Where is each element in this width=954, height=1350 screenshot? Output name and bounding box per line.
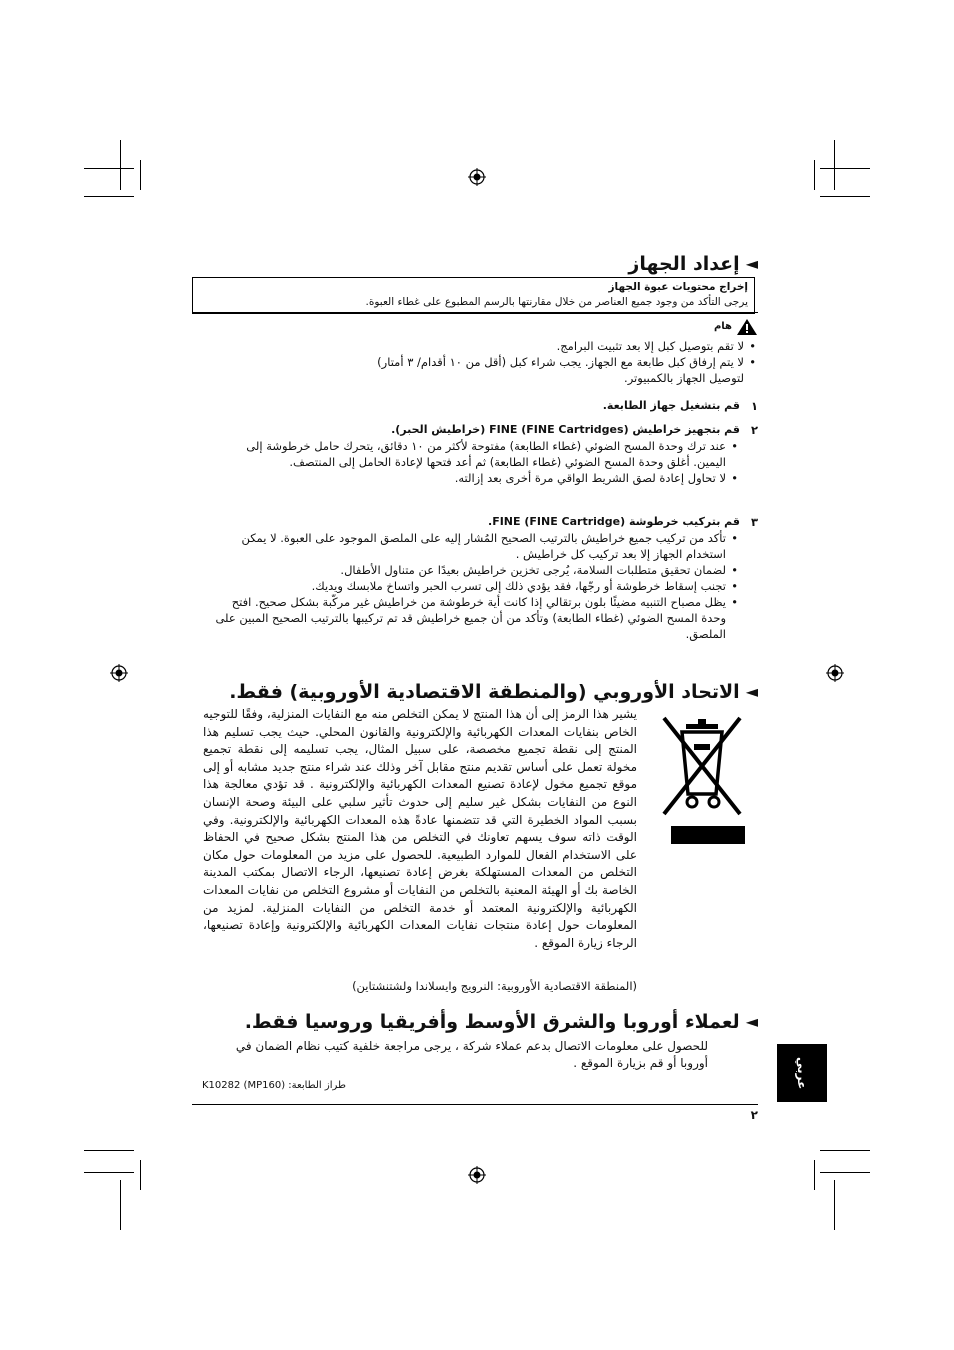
registration-mark-icon bbox=[826, 664, 844, 682]
crop-mark bbox=[820, 1172, 870, 1173]
step-item: • عند ترك وحدة المسح الضوئي (غطاء الطابعة) مفتوحة لأكثر من ١٠ دقائق، يتحرك حامل خرطوشة إلى اليمين. أغلق وحدة المسح الضوئي (غطاء الطابعة) ثم أعد فتحها لإعادة الحامل إلى المنتصف. bbox=[216, 438, 726, 470]
eu-heading: ◄ الاتحاد الأوروبي (والمنطقة الاقتصادية الأوروبية) فقط. bbox=[229, 681, 758, 703]
registration-mark-icon bbox=[110, 664, 128, 682]
step-item: • تأكد من تركيب جميع خراطيش بالترتيب الصحيح المُشار إليه على الملصق الموجود على العبوة. لا يمكن استخدام الجهاز إلا بعد تركيب كل خراطيش . bbox=[214, 530, 726, 562]
divider bbox=[192, 312, 758, 313]
step-title: قم بتشغيل جهاز الطابعة. bbox=[602, 399, 740, 412]
language-tab: عربي bbox=[777, 1044, 827, 1102]
important-item: • لا تقم بتوصيل كبل إلا بعد تثبيت البرامج. bbox=[344, 338, 744, 354]
step-number: ٣ bbox=[750, 515, 758, 529]
footer-rule bbox=[192, 1104, 758, 1105]
box-text: يرجى التأكد من وجود جميع العناصر من خلال مقارنتها بالرسم المطبوع على غطاء العبوة. bbox=[365, 296, 748, 308]
weee-bar bbox=[671, 826, 745, 844]
registration-mark-icon bbox=[468, 168, 486, 186]
step-number: ١ bbox=[750, 399, 758, 413]
crop-mark bbox=[834, 1180, 835, 1230]
crop-mark bbox=[820, 196, 870, 197]
step-2 bbox=[192, 422, 758, 486]
important-label: هام bbox=[713, 321, 732, 332]
crop-mark bbox=[84, 1172, 134, 1173]
step-1 bbox=[192, 398, 758, 414]
customers-text: للحصول على معلومات الاتصال بدعم عملاء شركة ، يرجى مراجعة خلفية كتيب نظام الضمان في أوروبا أو قم بزيارة الموقع . bbox=[235, 1039, 708, 1070]
step-item: • لا تحاول إعادة لصق الشريط الواقي مرة أخرى بعد إزالته. bbox=[216, 470, 726, 486]
crop-mark bbox=[820, 1150, 870, 1151]
printer-model: طراز الطابعة: K10282 (MP160) bbox=[202, 1080, 346, 1091]
important-block bbox=[192, 318, 758, 386]
triangle-left-icon: ◄ bbox=[745, 254, 758, 273]
registration-mark-icon bbox=[468, 1166, 486, 1184]
crossed-bin-icon bbox=[658, 714, 746, 824]
crop-mark bbox=[120, 1180, 121, 1230]
setup-heading: ◄ إعداد الجهاز bbox=[628, 253, 758, 275]
crop-mark bbox=[814, 160, 815, 190]
step-title: قم بتجهيز خراطيش FINE (FINE Cartridges) (خراطيش الحبر). bbox=[391, 423, 740, 436]
customers-heading: ◄ لعملاء أوروبا والشرق الأوسط وأفريقيا وروسيا فقط. bbox=[244, 1011, 758, 1033]
crop-mark bbox=[834, 140, 835, 190]
crop-mark bbox=[814, 1160, 815, 1190]
eu-note: (المنطقة الاقتصادية الأوروبية: النرويج وايسلاندا ولشتنشتاين) bbox=[352, 979, 637, 993]
crop-mark bbox=[84, 168, 134, 169]
step-item: • يظل مصباح التنبيه مضيئًا بلون برتقالي إذا كانت أية خرطوشة من خراطيش غير مركّبة بشكل صحيح. افتح وحدة المسح الضوئي (غطاء الطابعة) وتأكد من أن جميع خراطيش قد تم تركيبها بالترتيب الصحيح المبين على الملصق. bbox=[214, 594, 726, 642]
triangle-left-icon: ◄ bbox=[745, 682, 758, 701]
step-item: • تجنب إسقاط خرطوشة أو رجّها، فقد يؤدي ذلك إلى تسرب الحبر واتساخ ملابسك ويديك. bbox=[214, 578, 726, 594]
step-title: قم بتركيب خرطوشة FINE (FINE Cartridge). bbox=[488, 515, 740, 528]
crop-mark bbox=[820, 168, 870, 169]
step-number: ٢ bbox=[750, 423, 758, 437]
triangle-left-icon: ◄ bbox=[745, 1012, 758, 1031]
crop-mark bbox=[120, 140, 121, 190]
crop-mark bbox=[140, 160, 141, 190]
crop-mark bbox=[84, 1150, 134, 1151]
step-3 bbox=[192, 514, 758, 642]
crop-mark bbox=[84, 196, 134, 197]
warning-icon bbox=[736, 318, 758, 336]
box-title: إخراج محتويات عبوة الجهاز bbox=[608, 281, 748, 293]
page-number: ٢ bbox=[750, 1108, 758, 1122]
package-contents-box bbox=[192, 277, 755, 314]
crop-mark bbox=[140, 1160, 141, 1190]
eu-paragraph: يشير هذا الرمز إلى أن هذا المنتج لا يمكن التخلص منه مع النفايات المنزلية، وفقًا للتوجيه الخاص بنفايات المعدات الكهربائية والإلكترونية والقانون المحلي. حيث يجب تسليم هذا المنتج إلى نقطة تجميع مخصصة، على سبيل المثال، يجب تسليمه إلى نقطة تجميع مخولة تعمل على أساس تقديم منتج مقابل آخر وذلك عند شراء منتج جديد مشابه أو إلى موقع تجميع مخول لإعادة تصنيع المعدات الكهربائية والإلكترونية . قد تؤدي معالجة هذا النوع من النفايات بشكل غير سليم إلى حدوث تأثير سلبي على البيئة وصحة الإنسان بسبب المواد الخطيرة التي قد تتضمنها عادةً هذه المعدات الكهربائية والإلكترونية. وفي الوقت ذاته سوف يسهم تعاونك في التخلص من هذا المنتج بشكل صحيح في الحفاظ على الاستخدام الفعال للموارد الطبيعية. للحصول على مزيد من المعلومات حول مكان التخلص من المعدات المستهلكة بغرض إعادة تصنيعها، الرجاء الاتصال بمكتب المدينة الخاصة بك أو الهيئة المعنية بالتخلص من النفايات أو مشروع التخلص من نفايات المعدات الكهربائية والإلكترونية المعتمد أو خدمة التخلص من النفايات المنزلية. لمزيد من المعلومات حول إعادة منتجات نفايات المعدات الكهربائية والإلكترونية وإعادة تصنيعها، الرجاء زيارة الموقع . bbox=[203, 707, 637, 950]
important-item: • لا يتم إرفاق كبل طابعة مع الجهاز. يجب شراء كبل (أقل من ١٠ أقدام/ ٣ أمتار) لتوصيل الجهاز بالكمبيوتر. bbox=[344, 354, 744, 386]
step-item: • لضمان تحقيق متطلبات السلامة، يُرجى تخزين خراطيش بعيدًا عن متناول الأطفال. bbox=[214, 562, 726, 578]
